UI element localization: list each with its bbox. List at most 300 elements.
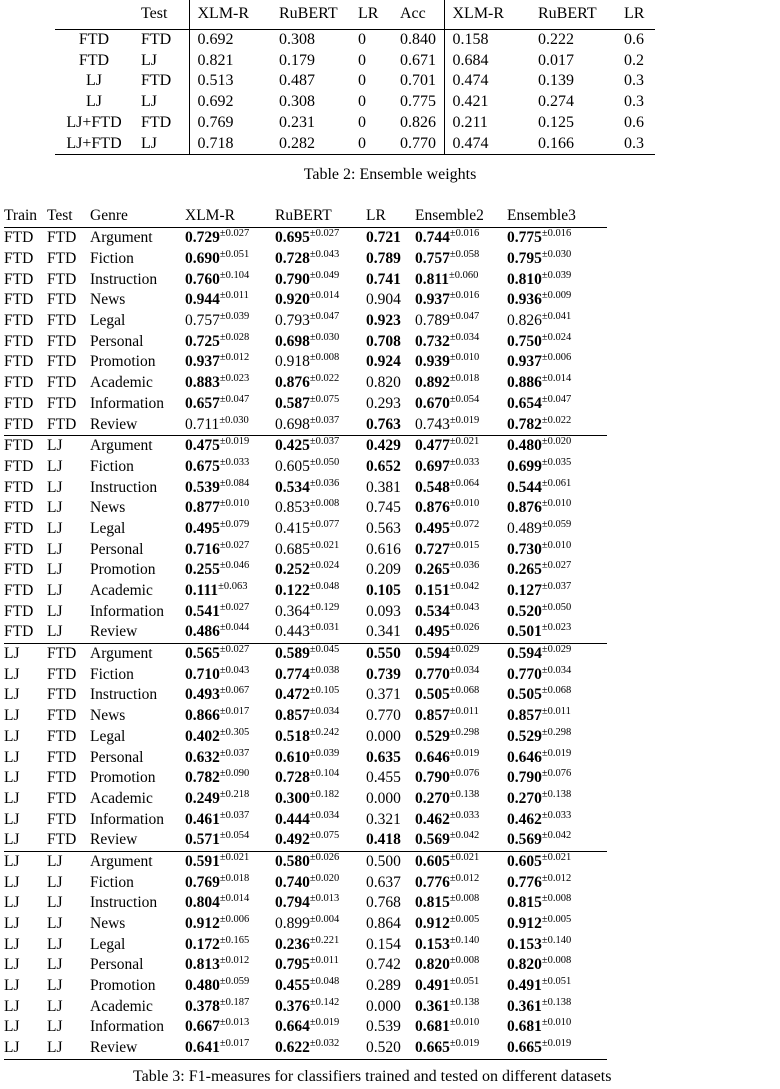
table3-value: 0.732: [415, 332, 450, 350]
table3-e2-cell: [415, 249, 507, 270]
table3-value: 0.534: [415, 602, 450, 620]
table3-row: [4, 457, 607, 478]
table3-e3-cell: [507, 976, 607, 997]
table3-xlmr-cell: [185, 601, 275, 622]
table2-cell: 0.308: [279, 31, 315, 48]
table3-std: ±0.006: [541, 352, 572, 364]
table3-e3-cell: [507, 352, 607, 373]
table3-e3-cell: [507, 331, 607, 352]
table3-value: 0.924: [366, 353, 401, 371]
table3-test-cell: LJ: [47, 499, 63, 517]
table3-std: ±0.033: [449, 456, 480, 468]
table3-row: [4, 560, 607, 581]
table2-cell: 0.769: [197, 113, 234, 131]
table3-std: ±0.218: [219, 788, 250, 800]
table3-std: ±0.034: [449, 664, 480, 676]
table3-lr-cell: [366, 664, 415, 685]
table2-cell: 0.166: [538, 134, 574, 152]
table3-xlmr-cell: [185, 996, 275, 1017]
table3-value: 0.782: [507, 415, 542, 433]
table3-std: ±0.076: [449, 768, 480, 780]
table3-std: ±0.050: [541, 601, 572, 613]
table3-row: [4, 498, 607, 519]
table3-test-cell: LJ: [47, 852, 63, 870]
table3-std: ±0.020: [309, 872, 340, 884]
table3-value: 0.594: [415, 645, 450, 663]
table2-row: [55, 51, 655, 72]
table3-value: 0.472: [275, 686, 310, 704]
table3-value: 0.418: [366, 831, 401, 849]
table3-value: 0.727: [415, 540, 450, 558]
table3-value: 0.857: [415, 707, 450, 725]
table3-lr-cell: [366, 872, 415, 893]
table3-value: 0.477: [415, 437, 450, 455]
table3-test-cell: FTD: [47, 270, 77, 288]
table3-std: ±0.033: [219, 456, 250, 468]
table3-header-cell: XLM-R: [185, 207, 235, 224]
table2-header-cell: [55, 0, 133, 30]
table3-value: 0.610: [275, 748, 310, 766]
table3-std: ±0.038: [309, 664, 340, 676]
table3-e2-cell: [415, 394, 507, 415]
table3-value: 0.665: [415, 1039, 450, 1057]
table3-std: ±0.018: [219, 872, 250, 884]
table3-lr-cell: [366, 1038, 415, 1059]
table3-e3-cell: [507, 768, 607, 789]
table3-genre-cell: Fiction: [90, 250, 134, 268]
table2-row: [55, 71, 655, 92]
table3-value: 0.580: [275, 852, 310, 870]
table3-train-cell: LJ: [4, 852, 20, 870]
table3-genre-cell: News: [90, 499, 126, 517]
table3-train-cell: LJ: [4, 789, 20, 807]
table3-std: ±0.138: [541, 788, 572, 800]
table3-std: ±0.027: [219, 644, 250, 656]
table3-value: 0.743: [415, 415, 450, 433]
table3-e2-cell: [415, 664, 507, 685]
table3-std: ±0.050: [309, 456, 340, 468]
table3-lr-cell: [366, 893, 415, 914]
table3-e3-cell: [507, 601, 607, 622]
table3-e3-cell: [507, 996, 607, 1017]
table3-test-cell: FTD: [47, 645, 77, 663]
table3-test-cell: FTD: [47, 830, 90, 851]
table3-value: 0.740: [275, 873, 310, 891]
table3-std: ±0.059: [219, 976, 250, 988]
table3-std: ±0.004: [309, 914, 340, 926]
table2-cell: FTD: [133, 113, 189, 134]
table3-header-cell: RuBERT: [275, 207, 332, 224]
table3-genre-cell: Personal: [90, 332, 144, 350]
table2-header-cell: RuBERT: [279, 5, 338, 22]
table3-std: ±0.014: [541, 373, 572, 385]
table3-value: 0.937: [415, 291, 450, 309]
table2-header-cell: LR: [624, 5, 645, 22]
table3-value: 0.745: [366, 499, 401, 517]
table3-value: 0.635: [366, 748, 401, 766]
table3-value: 0.265: [415, 561, 450, 579]
table3-lr-cell: [366, 643, 415, 664]
table3-e2-cell: [415, 934, 507, 955]
table3-std: ±0.047: [219, 393, 250, 405]
table2-cell: 0.158: [452, 31, 489, 48]
table3-rubert-cell: [275, 706, 366, 727]
table2-cell: 0.3: [624, 134, 644, 152]
table3-std: ±0.048: [309, 976, 340, 988]
table3-value: 0.480: [507, 437, 542, 455]
table3-train-cell: FTD: [4, 229, 34, 247]
table3-header-cell: Train: [4, 207, 38, 224]
table3-test-cell: FTD: [47, 394, 77, 412]
table3-value: 0.698: [275, 415, 310, 433]
table3-test-cell: FTD: [47, 727, 77, 745]
table3-e2-cell: [415, 955, 507, 976]
table3-rubert-cell: [275, 539, 366, 560]
table2-cell: LJ+FTD: [66, 134, 122, 152]
table3-value: 0.944: [185, 291, 220, 309]
table3-value: 0.675: [185, 457, 220, 475]
table3-lr-cell: [366, 519, 415, 540]
table3-std: ±0.047: [541, 393, 572, 405]
table3-rubert-cell: [275, 435, 366, 456]
table3-test-cell: LJ: [47, 977, 63, 995]
table3-value: 0.493: [185, 686, 220, 704]
table3-lr-cell: [366, 269, 415, 290]
table3-std: ±0.142: [309, 996, 340, 1008]
table3-value: 0.853: [275, 499, 310, 517]
table3-std: ±0.006: [219, 914, 250, 926]
table3-value: 0.589: [275, 645, 310, 663]
table3-row: [4, 601, 607, 622]
table3-train-cell: LJ: [4, 830, 47, 851]
table3-xlmr-cell: [185, 414, 275, 435]
table3-std: ±0.047: [309, 311, 340, 323]
table3-value: 0.757: [415, 250, 450, 268]
table3-value: 0.605: [507, 852, 542, 870]
table3-e3-cell: [507, 893, 607, 914]
table3-e2-cell: [415, 435, 507, 456]
table3-value: 0.321: [366, 810, 401, 828]
table3-std: ±0.029: [541, 644, 572, 656]
table3-lr-cell: [366, 414, 415, 435]
table3-std: ±0.075: [309, 830, 340, 842]
table3-std: ±0.016: [449, 290, 480, 302]
table3-genre-cell: Instruction: [90, 270, 158, 288]
table3-lr-cell: [366, 789, 415, 810]
table3-test-cell: FTD: [47, 769, 77, 787]
table3-e3-cell: [507, 311, 607, 332]
table3-train-cell: LJ: [4, 707, 20, 725]
table3-test-cell: LJ: [47, 622, 90, 643]
table3-train-cell: FTD: [4, 622, 47, 643]
table3-std: ±0.044: [219, 622, 250, 634]
table3-e3-cell: [507, 643, 607, 664]
table3-std: ±0.221: [309, 934, 340, 946]
table3-value: 0.729: [185, 229, 220, 247]
table3-genre-cell: Instruction: [90, 686, 158, 704]
table3-xlmr-cell: [185, 851, 275, 872]
table3-std: ±0.021: [219, 851, 250, 863]
table3-value: 0.587: [275, 394, 310, 412]
table3-xlmr-cell: [185, 352, 275, 373]
table3-e2-cell: [415, 914, 507, 935]
table3-rubert-cell: [275, 685, 366, 706]
table3-std: ±0.010: [541, 1017, 572, 1029]
table3-row: [4, 394, 607, 415]
table3-std: ±0.042: [449, 830, 480, 842]
table3-rubert-cell: [275, 394, 366, 415]
table3-row: [4, 809, 607, 830]
table3-test-cell: LJ: [47, 956, 63, 974]
table3-std: ±0.009: [541, 290, 572, 302]
table3-value: 0.381: [366, 478, 401, 496]
table3-genre-cell: Review: [90, 1038, 185, 1059]
table3-value: 0.776: [415, 873, 450, 891]
table3-std: ±0.014: [309, 290, 340, 302]
table3-value: 0.790: [275, 270, 310, 288]
table3-value: 0.795: [275, 956, 310, 974]
table3-value: 0.936: [507, 291, 542, 309]
table3-row: [4, 622, 607, 643]
table3-rubert-cell: [275, 311, 366, 332]
table3-std: ±0.019: [541, 747, 572, 759]
table3-std: ±0.138: [449, 788, 480, 800]
table3-std: ±0.140: [449, 934, 480, 946]
table3-value: 0.876: [275, 374, 310, 392]
table3-std: ±0.030: [309, 331, 340, 343]
table3-e2-cell: [415, 581, 507, 602]
table2-cell: FTD: [78, 51, 110, 69]
table3-std: ±0.072: [449, 518, 480, 530]
table3-value: 0.667: [185, 1018, 220, 1036]
table3-row: [4, 685, 607, 706]
table3-std: ±0.054: [449, 393, 480, 405]
table3-std: ±0.010: [541, 498, 572, 510]
table3-std: ±0.027: [309, 228, 340, 240]
table3-value: 0.794: [275, 894, 310, 912]
table3-value: 0.622: [275, 1039, 310, 1057]
table3-std: ±0.043: [449, 601, 480, 613]
table2-cell: 0: [358, 31, 366, 48]
table3-e2-cell: [415, 706, 507, 727]
table3-std: ±0.037: [219, 747, 250, 759]
table3-e3-cell: [507, 539, 607, 560]
table3-value: 0.443: [275, 623, 310, 641]
table2-caption: Table 2: Ensemble weights: [303, 166, 477, 183]
table3-std: ±0.021: [449, 851, 480, 863]
table3-xlmr-cell: [185, 581, 275, 602]
table3-value: 0.876: [415, 499, 450, 517]
table3-e2-cell: [415, 269, 507, 290]
table2-cell: 0.231: [279, 113, 315, 131]
table3-value: 0.685: [275, 540, 310, 558]
table2-cell: 0.421: [452, 93, 489, 111]
table3-value: 0.770: [415, 665, 450, 683]
table3-e3-cell: [507, 789, 607, 810]
table3-lr-cell: [366, 685, 415, 706]
table3-genre-cell: Fiction: [90, 457, 134, 475]
table2-row: [55, 134, 655, 155]
table3-row: [4, 851, 607, 872]
table3-std: ±0.023: [219, 373, 250, 385]
table3-xlmr-cell: [185, 394, 275, 415]
table3-train-cell: LJ: [4, 1038, 47, 1059]
table3-xlmr-cell: [185, 809, 275, 830]
table3-xlmr-cell: [185, 519, 275, 540]
table3-rubert-cell: [275, 851, 366, 872]
table3-e3-cell: [507, 373, 607, 394]
table3-header-cell: Test: [47, 207, 73, 224]
table3-rubert-cell: [275, 934, 366, 955]
table3-xlmr-cell: [185, 373, 275, 394]
table3-xlmr-cell: [185, 830, 275, 851]
table3-genre-cell: Review: [90, 414, 185, 435]
table3-value: 0.534: [275, 478, 310, 496]
table3-value: 0.529: [507, 727, 542, 745]
table3-xlmr-cell: [185, 768, 275, 789]
table3-std: ±0.077: [309, 518, 340, 530]
table3-e3-cell: [507, 914, 607, 935]
table3-lr-cell: [366, 435, 415, 456]
table3-std: ±0.046: [219, 560, 250, 572]
table3-xlmr-cell: [185, 872, 275, 893]
table2-cell: 0.474: [452, 72, 489, 90]
table3-std: ±0.165: [219, 934, 250, 946]
table3-test-cell: LJ: [47, 935, 63, 953]
table3-value: 0.904: [366, 291, 401, 309]
table3-value: 0.569: [415, 831, 450, 849]
table2-header-cell: LR: [358, 5, 379, 22]
table3-train-cell: LJ: [4, 665, 20, 683]
table3-std: ±0.008: [541, 893, 572, 905]
table3-genre-cell: Argument: [90, 852, 153, 870]
table3-genre-cell: Instruction: [90, 894, 158, 912]
table3-train-cell: LJ: [4, 956, 20, 974]
table3-std: ±0.019: [309, 1017, 340, 1029]
table3-std: ±0.047: [449, 311, 480, 323]
table3-value: 0.153: [415, 935, 450, 953]
table3-value: 0.255: [185, 561, 220, 579]
table3-row: [4, 893, 607, 914]
table3-genre-cell: News: [90, 915, 126, 933]
table3-value: 0.520: [507, 602, 542, 620]
table3-value: 0.776: [507, 873, 542, 891]
table3-value: 0.716: [185, 540, 220, 558]
table3-value: 0.569: [507, 831, 542, 849]
table3-value: 0.249: [185, 789, 220, 807]
table3-e2-cell: [415, 477, 507, 498]
table3-e2-cell: [415, 996, 507, 1017]
table3-rubert-cell: [275, 830, 366, 851]
table3-std: ±0.090: [219, 768, 250, 780]
table3-lr-cell: [366, 373, 415, 394]
table3-std: ±0.032: [309, 1038, 340, 1050]
table3-value: 0.153: [507, 935, 542, 953]
table3-test-cell: LJ: [47, 894, 63, 912]
table3-test-cell: FTD: [47, 332, 77, 350]
table3-value: 0.425: [275, 437, 310, 455]
table3-value: 0.505: [507, 686, 542, 704]
table3-e3-cell: [507, 519, 607, 540]
table2-cell: 0.308: [279, 93, 315, 111]
table3-lr-cell: [366, 976, 415, 997]
table3-value: 0.594: [507, 645, 542, 663]
table3-value: 0.444: [275, 810, 310, 828]
table3-e2-cell: [415, 228, 507, 249]
table3-value: 0.491: [415, 977, 450, 995]
table3-value: 0.571: [185, 831, 220, 849]
table3-std: ±0.034: [309, 706, 340, 718]
table3-train-cell: FTD: [4, 499, 34, 517]
table3-value: 0.728: [275, 769, 310, 787]
table3-genre-cell: Personal: [90, 748, 144, 766]
table3-rubert-cell: [275, 560, 366, 581]
table3-std: ±0.027: [219, 601, 250, 613]
table3-row: [4, 914, 607, 935]
table3-lr-cell: [366, 228, 415, 249]
table3-genre-cell: News: [90, 291, 126, 309]
table2-row: [55, 92, 655, 113]
table3-row: [4, 872, 607, 893]
table3-test-cell: FTD: [47, 414, 90, 435]
table3-value: 0.768: [366, 894, 401, 912]
table3-lr-cell: [366, 706, 415, 727]
table3-e3-cell: [507, 747, 607, 768]
table3-xlmr-cell: [185, 664, 275, 685]
table3-train-cell: LJ: [4, 894, 20, 912]
table3-value: 0.371: [366, 686, 401, 704]
table3-genre-cell: Legal: [90, 312, 126, 330]
table3-value: 0.769: [185, 873, 220, 891]
table3-std: ±0.011: [449, 706, 479, 718]
table3-e2-cell: [415, 373, 507, 394]
table3-rubert-cell: [275, 643, 366, 664]
table3-row: [4, 352, 607, 373]
table3-value: 0.455: [275, 977, 310, 995]
table2-cell: 0.474: [452, 134, 489, 152]
table3-value: 0.489: [507, 519, 542, 537]
table3-std: ±0.035: [541, 456, 572, 468]
table3-value: 0.710: [185, 665, 220, 683]
table3-row: [4, 539, 607, 560]
table3-value: 0.641: [185, 1039, 220, 1057]
table3-value: 0.462: [507, 810, 542, 828]
table3-std: ±0.037: [219, 809, 250, 821]
table3-e3-cell: [507, 955, 607, 976]
table3-std: ±0.016: [449, 228, 480, 240]
table3-lr-cell: [366, 809, 415, 830]
table3-value: 0.912: [415, 915, 450, 933]
table3-xlmr-cell: [185, 934, 275, 955]
table3-train-cell: LJ: [4, 748, 20, 766]
table3-value: 0.886: [507, 374, 542, 392]
table3-std: ±0.079: [219, 518, 250, 530]
table3-std: ±0.067: [219, 685, 250, 697]
table3-value: 0.681: [415, 1018, 450, 1036]
table3-xlmr-cell: [185, 685, 275, 706]
table3-value: 0.364: [275, 602, 310, 620]
table2-cell: 0.821: [197, 51, 234, 69]
table3-genre-cell: Academic: [90, 789, 153, 807]
table3-value: 0.820: [415, 956, 450, 974]
table3-e2-cell: [415, 519, 507, 540]
table3-genre-cell: Fiction: [90, 665, 134, 683]
table3-std: ±0.008: [309, 498, 340, 510]
table3-xlmr-cell: [185, 1038, 275, 1059]
table3-std: ±0.010: [449, 352, 480, 364]
table3-value: 0.744: [415, 229, 450, 247]
table3-std: ±0.051: [219, 249, 250, 261]
